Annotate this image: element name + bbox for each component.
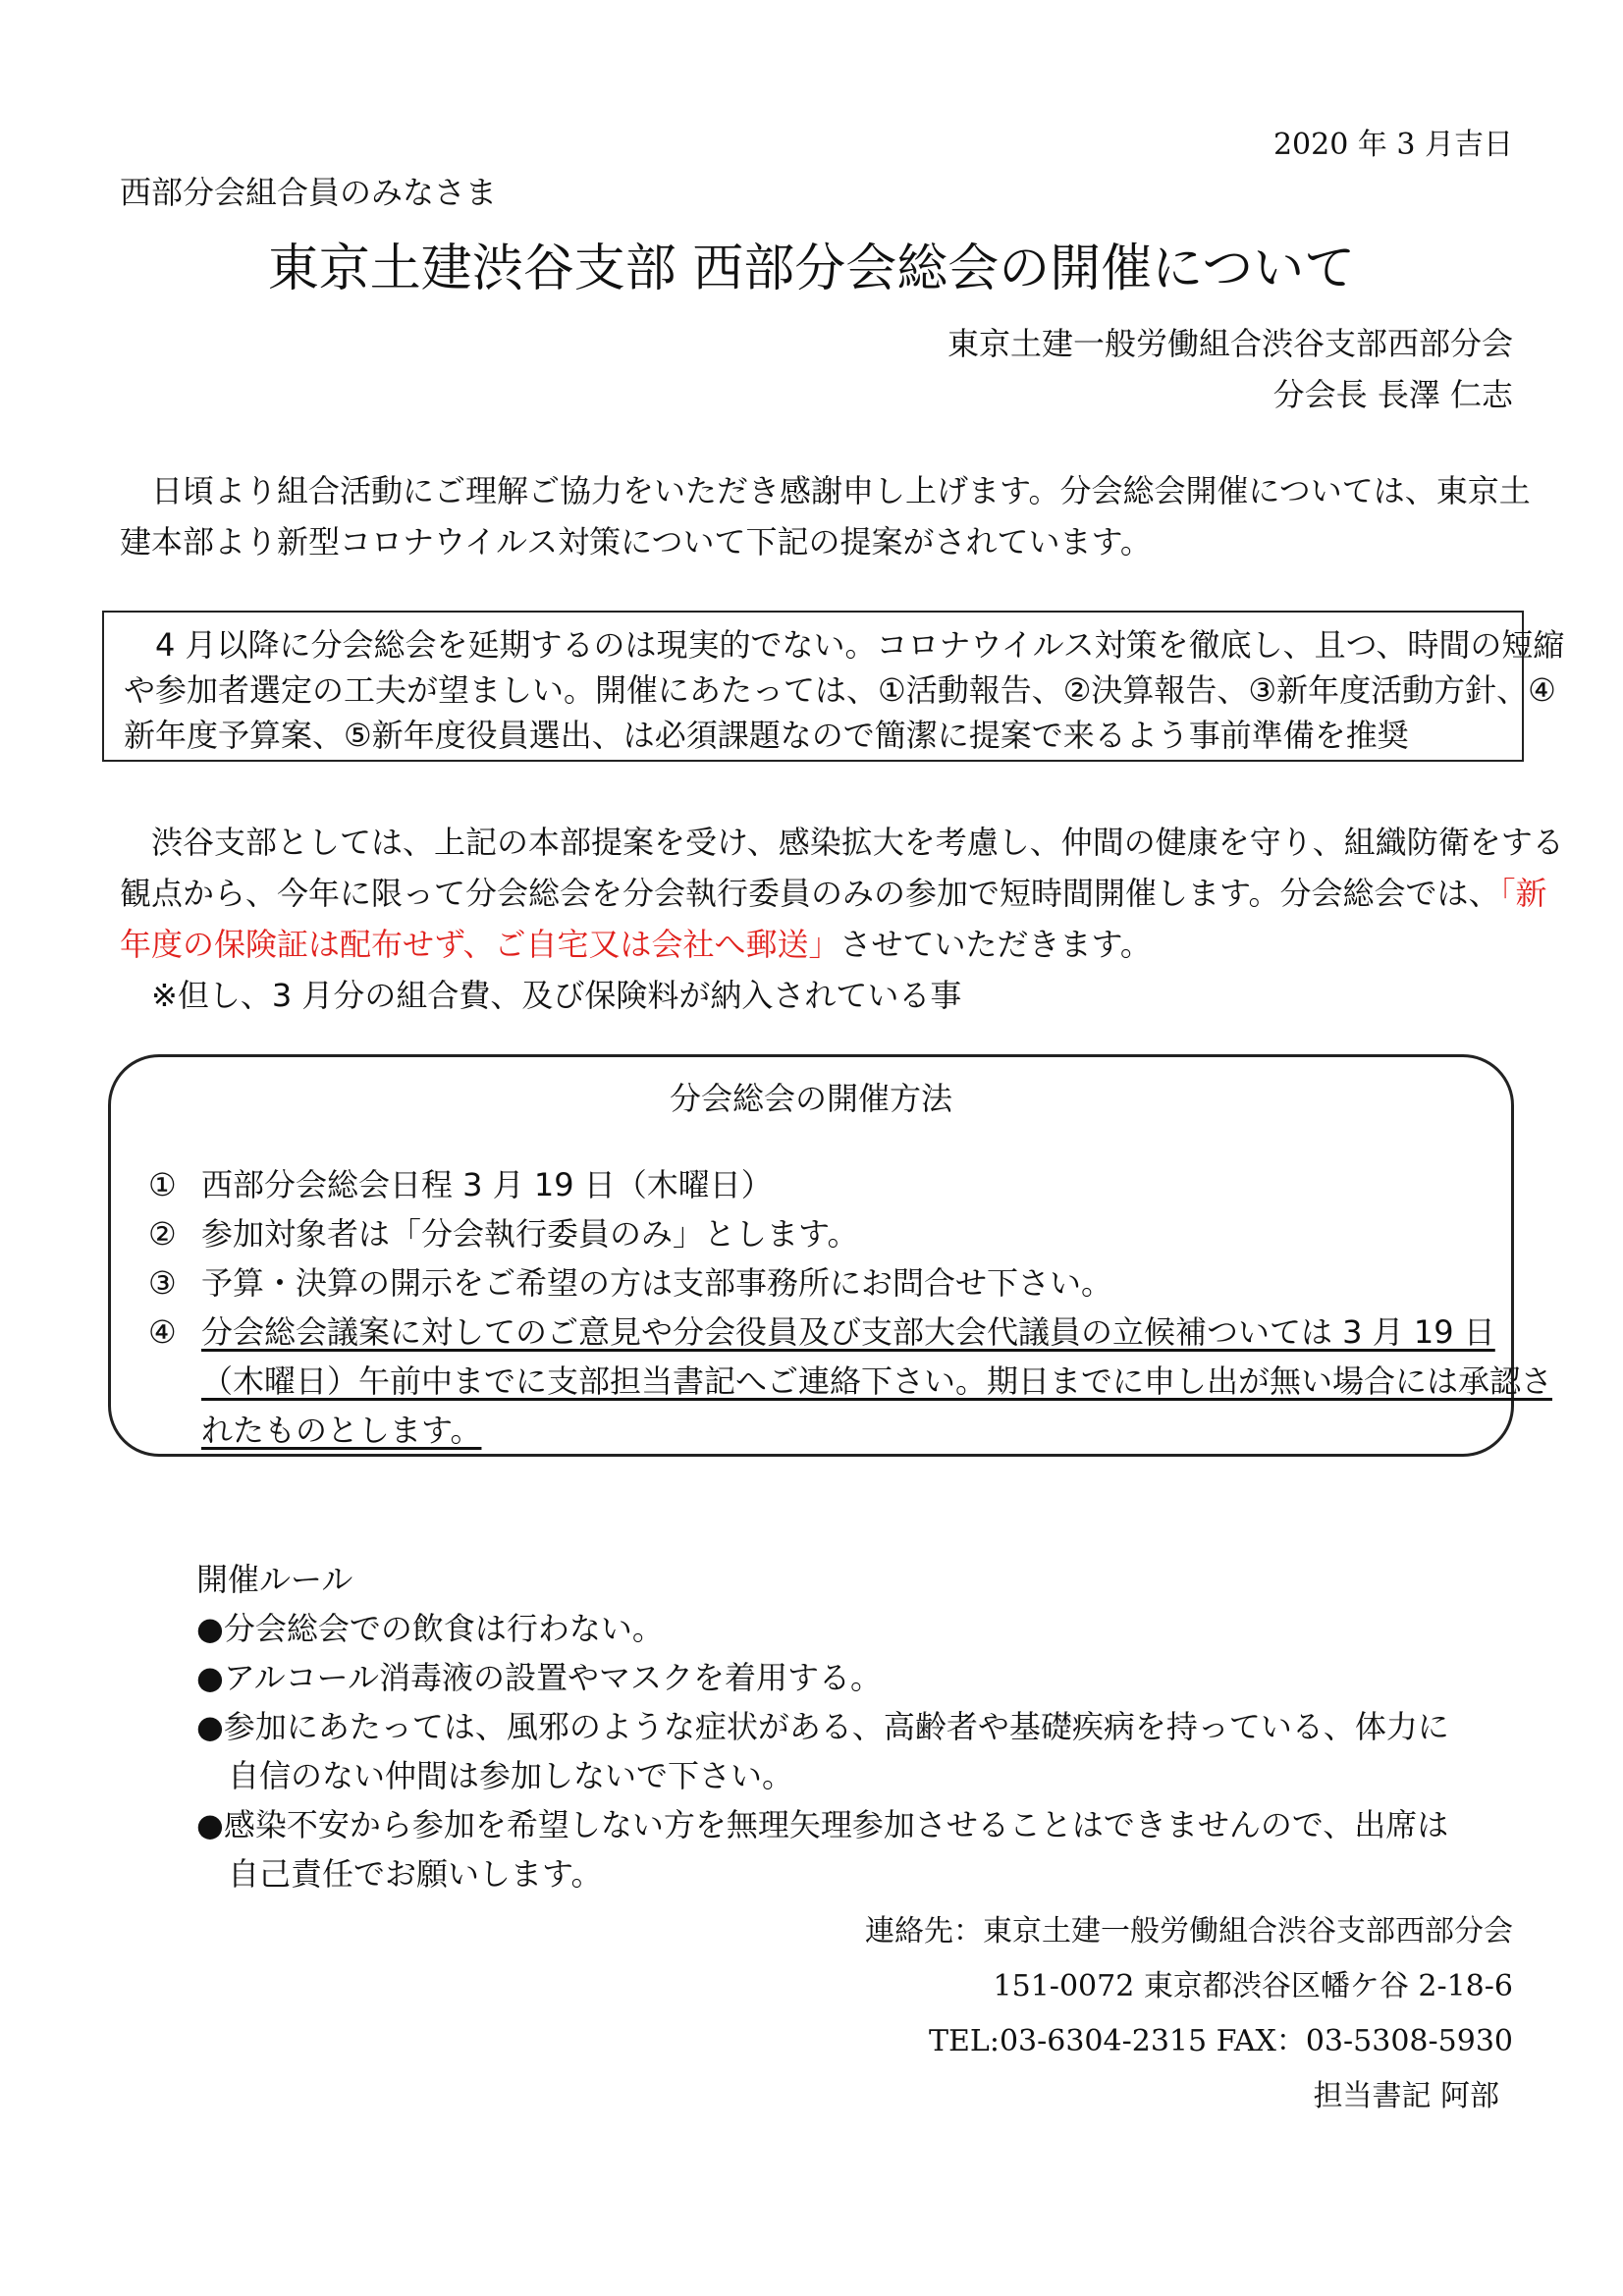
method-item — [148, 1161, 773, 1208]
item-number: ① — [148, 1166, 177, 1203]
method-item — [148, 1210, 858, 1257]
body-text: 観点から、今年に限って分会総会を分会執行委員のみの参加で短時間開催します。分会総会では、 — [120, 875, 1500, 912]
body-paragraph — [120, 817, 1564, 1021]
intro-line: 建本部より新型コロナウイルス対策について下記の提案がされています。 — [120, 523, 1152, 561]
contact-phone-fax: TEL:03-6304-2315 FAX：03-5308-5930 — [929, 2024, 1513, 2058]
rules-title: 開催ルール — [196, 1561, 353, 1598]
body-note: ※但し、3 月分の組合費、及び保険料が納入されている事 — [151, 977, 962, 1014]
body-line: 渋谷支部としては、上記の本部提案を受け、感染拡大を考慮し、仲間の健康を守り、組織防衛をする — [151, 824, 1564, 861]
proposal-line: 4 月以降に分会総会を延期するのは現実的でない。コロナウイルス対策を徹底し、且つ、時間の短縮 — [155, 626, 1565, 664]
sender-org: 東京土建一般労働組合渋谷支部西部分会 — [947, 325, 1513, 362]
rule-item: ●参加にあたっては、風邪のような症状がある、高齢者や基礎疾病を持っている、体力に — [196, 1708, 1449, 1745]
proposal-line: や参加者選定の工夫が望ましい。開催にあたっては、①活動報告、②決算報告、③新年度活動方針、④ — [124, 671, 1556, 709]
body-line — [120, 868, 1547, 919]
contact-block — [865, 1904, 1513, 2124]
rule-item: ●感染不安から参加を希望しない方を無理矢理参加させることはできませんので、出席は — [196, 1806, 1449, 1843]
rules-section — [196, 1555, 1449, 1898]
contact-org: 連絡先：東京土建一般労働組合渋谷支部西部分会 — [865, 1914, 1513, 1949]
proposal-box — [102, 611, 1565, 762]
contact-person: 担当書記 阿部 — [1313, 2079, 1499, 2113]
method-title: 分会総会の開催方法 — [669, 1080, 952, 1117]
item-number: ② — [148, 1215, 177, 1253]
body-text: させていただきます。 — [839, 926, 1152, 963]
item-text: 参加対象者は「分会執行委員のみ」とします。 — [201, 1215, 859, 1253]
intro-line: 日頃より組合活動にご理解ご協力をいただき感謝申し上げます。分会総会開催については、東京土 — [151, 472, 1531, 509]
item-text: 分会総会議案に対してのご意見や分会役員及び支部大会代議員の立候補ついては 3 月 19 日 — [201, 1313, 1495, 1351]
method-item — [148, 1259, 1112, 1307]
rule-item: ●アルコール消毒液の設置やマスクを着用する。 — [196, 1659, 883, 1696]
highlight-text: 年度の保険証は配布せず、ご自宅又は会社へ郵送」 — [120, 926, 840, 963]
proposal-line: 新年度予算案、⑤新年度役員選出、は必須課題なので簡潔に提案で来るよう事前準備を推奨 — [124, 717, 1409, 754]
item-text-continued: （木曜日）午前中までに支部担当書記へご連絡下さい。期日までに申し出が無い場合には承認さ — [201, 1362, 1553, 1400]
method-box — [108, 1054, 1553, 1457]
item-number: ④ — [148, 1313, 177, 1351]
item-number: ③ — [148, 1264, 177, 1302]
highlight-text: 「新 — [1499, 875, 1547, 912]
page-title: 東京土建渋谷支部 西部分会総会の開催について — [267, 240, 1356, 298]
method-item — [148, 1308, 1495, 1356]
rule-item: ●分会総会での飲食は行わない。 — [196, 1610, 664, 1647]
body-line — [120, 919, 1514, 970]
item-text: 予算・決算の開示をご希望の方は支部事務所にお問合せ下さい。 — [201, 1264, 1113, 1302]
date: 2020 年 3 月吉日 — [1272, 128, 1513, 162]
contact-address: 151-0072 東京都渋谷区幡ケ谷 2-18-6 — [993, 1969, 1513, 2003]
rule-item: 自信のない仲間は参加しないで下さい。 — [196, 1757, 794, 1794]
item-text-continued: れたものとします。 — [201, 1412, 482, 1449]
intro-paragraph — [120, 465, 1531, 567]
addressee: 西部分会組合員のみなさま — [120, 174, 498, 211]
item-text: 西部分会総会日程 3 月 19 日（木曜日） — [201, 1166, 773, 1203]
sender-chair: 分会長 長澤 仁志 — [1272, 376, 1513, 413]
rule-item: 自己責任でお願いします。 — [196, 1855, 603, 1893]
